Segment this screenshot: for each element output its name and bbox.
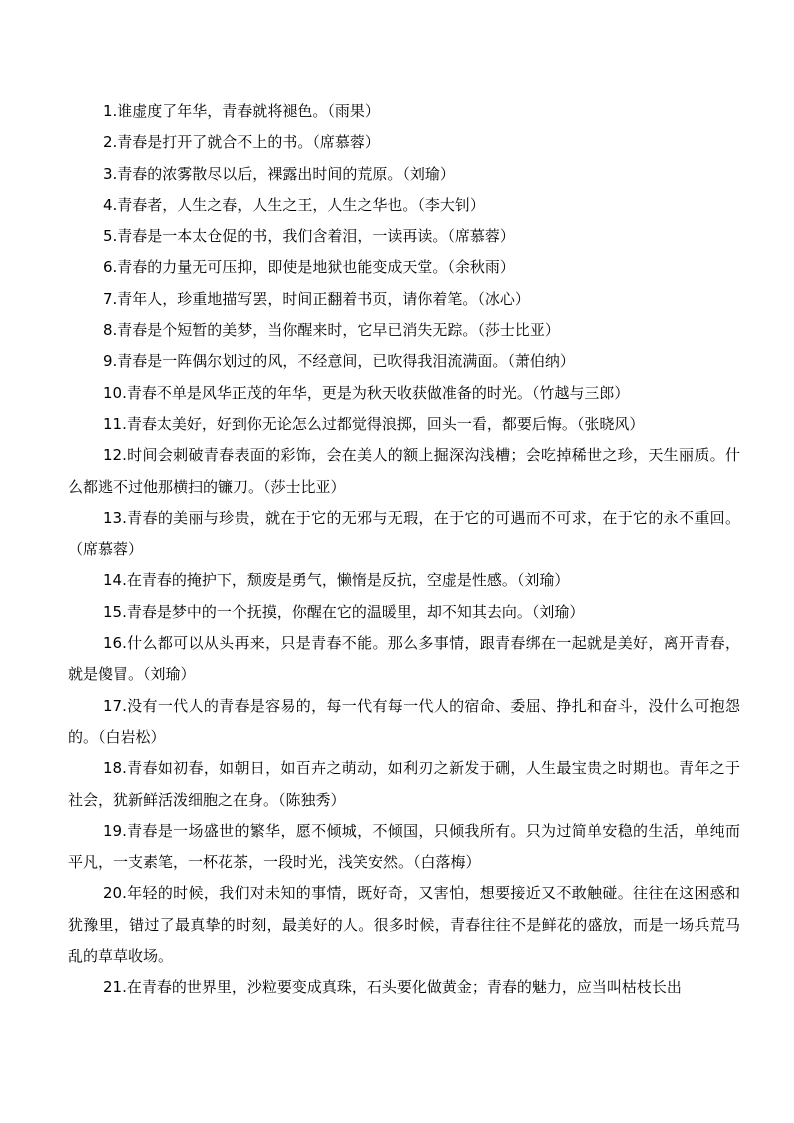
quote-item: 7.青年人，珍重地描写罢，时间正翻着书页，请你着笔。（冰心）: [103, 289, 530, 308]
quote-item: 6.青春的力量无可压抑，即使是地狱也能变成天堂。（余秋雨）: [103, 258, 515, 277]
quote-item: 1.谁虚度了年华，青春就将褪色。（雨果）: [103, 102, 380, 120]
quote-item: 13.青春的美丽与珍贵，就在于它的无邪与无瑕，在于它的可遇而不可求，在于它的永不重回。（席慕蓉）: [68, 508, 740, 559]
quote-item: 16.什么都可以从头再来，只是青春不能。那么多事情，跟青春绑在一起就是美好，离开青春，就是傻冒。（刘瑜）: [68, 634, 740, 684]
quote-item: 3.青春的浓雾散尽以后，裸露出时间的荒原。（刘瑜）: [103, 164, 455, 183]
quote-item: 8.青春是个短暂的美梦，当你醒来时，它早已消失无踪。（莎士比亚）: [103, 321, 560, 340]
quote-item: 10.青春不单是风华正茂的年华，更是为秋天收获做准备的时光。（竹越与三郎）: [103, 383, 630, 402]
quote-item: 4.青春者，人生之春，人生之王，人生之华也。（李大钊）: [103, 195, 485, 214]
quote-item: 19.青春是一场盛世的繁华，愿不倾城，不倾国，只倾我所有。只为过简单安稳的生活，单纯而平凡，一支素笔，一杯花茶，一段时光，浅笑安然。（白落梅）: [68, 821, 740, 872]
quote-item: 5.青春是一本太仓促的书，我们含着泪，一读再读。（席慕蓉）: [103, 227, 515, 246]
quote-item: 12.时间会刺破青春表面的彩饰，会在美人的额上掘深沟浅槽；会吃掉稀世之珍，天生丽质。什么都逃不过他那横扫的镰刀。（莎士比亚）: [68, 446, 740, 496]
quote-item: 2.青春是打开了就合不上的书。（席慕蓉）: [103, 133, 380, 152]
quote-item: 9.青春是一阵偶尔划过的风，不经意间，已吹得我泪流满面。（萧伯纳）: [103, 352, 575, 371]
quote-item: 15.青春是梦中的一个抚摸，你醒在它的温暖里，却不知其去向。（刘瑜）: [103, 602, 585, 621]
quote-item: 17.没有一代人的青春是容易的，每一代有每一代人的宿命、委屈、挣扎和奋斗，没什么可抱怨的。（白岩松）: [68, 696, 740, 746]
quote-item: 11.青春太美好，好到你无论怎么过都觉得浪掷，回头一看，都要后悔。（张晓风）: [103, 414, 645, 433]
quote-item: 18.青春如初春，如朝日，如百卉之萌动，如利刃之新发于硎，人生最宝贵之时期也。青年之于社会，犹新鲜活泼细胞之在身。（陈独秀）: [68, 759, 740, 809]
quote-item: 21.在青春的世界里，沙粒要变成真珠，石头要化做黄金；青春的魅力，应当叫枯枝长出: [103, 978, 682, 997]
quote-item: 14.在青春的掩护下，颓废是勇气，懒惰是反抗，空虚是性感。（刘瑜）: [103, 571, 570, 590]
quote-item: 20.年轻的时候，我们对未知的事情，既好奇，又害怕，想要接近又不敢触碰。往往在这困惑和犹豫里，错过了最真挚的时刻，最美好的人。很多时候，青春往往不是鲜花的盛放，而是一场兵荒马乱的草草收场。: [68, 884, 740, 966]
